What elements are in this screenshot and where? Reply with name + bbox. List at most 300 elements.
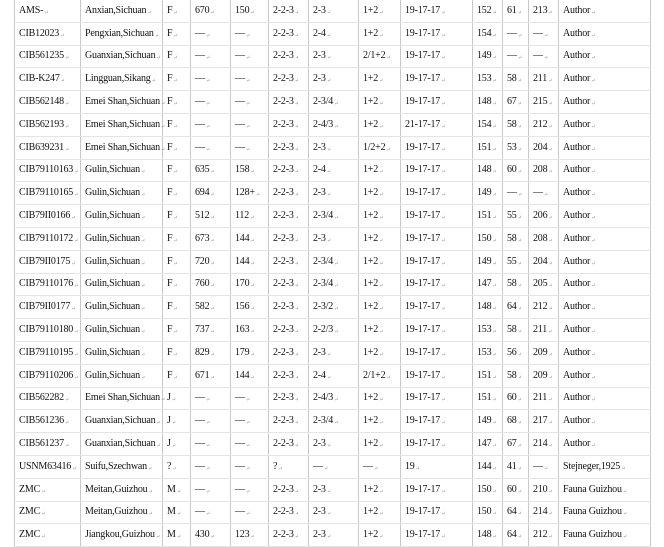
cell-text: Fauna Guizhou (563, 529, 622, 541)
ventral-plus-subcaudal-cell (529, 410, 559, 433)
cell-text: Author (563, 438, 591, 450)
cell-end-mark-icon: ↵ (548, 284, 553, 290)
cell-text: 212 (533, 118, 548, 130)
temporal-cell (309, 68, 359, 91)
dorsal-scale-rows-cell (401, 250, 473, 273)
loreal-cell (269, 205, 309, 228)
table-row (15, 273, 651, 296)
oculars-cell (359, 159, 401, 182)
cell-end-mark-icon: ↵ (334, 102, 339, 108)
dorsal-scale-rows-cell (401, 455, 473, 478)
cell-text: 19-17-17 (405, 438, 441, 450)
cell-end-mark-icon: ↵ (379, 102, 384, 108)
cell-text: — (195, 438, 205, 450)
cell-text: 144 (477, 460, 492, 472)
cell-end-mark-icon: ↵ (148, 489, 153, 495)
subcaudals-cell (503, 159, 529, 182)
cell-text: 19-17-17 (405, 529, 441, 541)
cell-end-mark-icon: ↵ (148, 512, 153, 518)
table-row (15, 387, 651, 410)
cell-end-mark-icon: ↵ (173, 193, 178, 199)
sex-cell (163, 45, 191, 68)
cell-end-mark-icon: ↵ (294, 33, 299, 39)
subcaudals-cell (503, 45, 529, 68)
cell-text: Author (563, 210, 591, 222)
cell-end-mark-icon: ↵ (160, 102, 165, 108)
tail-length-cell (231, 501, 269, 524)
oculars-cell (359, 45, 401, 68)
cell-end-mark-icon: ↵ (294, 79, 299, 85)
oculars-cell (359, 455, 401, 478)
cell-end-mark-icon: ↵ (156, 421, 161, 427)
source-cell (559, 501, 651, 524)
cell-text: Author (563, 324, 591, 336)
cell-end-mark-icon: ↵ (379, 444, 384, 450)
cell-text: 214 (533, 438, 548, 450)
cell-end-mark-icon: ↵ (517, 216, 522, 222)
cell-end-mark-icon: ↵ (517, 79, 522, 85)
cell-end-mark-icon: ↵ (492, 375, 497, 381)
cell-text: F (167, 369, 173, 381)
dorsal-scale-rows-cell (401, 45, 473, 68)
total-length-cell (191, 410, 231, 433)
subcaudals-cell (503, 205, 529, 228)
sex-cell (160, 136, 191, 159)
total-length-cell (191, 273, 231, 296)
cell-end-mark-icon: ↵ (441, 56, 446, 62)
cell-end-mark-icon: ↵ (548, 535, 553, 541)
cell-end-mark-icon: ↵ (205, 124, 210, 130)
ventrals-cell (473, 387, 503, 410)
table-row (15, 22, 651, 45)
specimen-number-cell (15, 182, 81, 205)
cell-end-mark-icon: ↵ (591, 147, 596, 153)
cell-text: 1+2 (363, 301, 379, 313)
cell-end-mark-icon: ↵ (517, 307, 522, 313)
total-length-cell (191, 113, 231, 136)
loreal-cell (269, 410, 309, 433)
cell-end-mark-icon: ↵ (379, 307, 384, 313)
cell-text: Lingguan,Sikang (85, 73, 151, 85)
ventrals-cell (473, 68, 503, 91)
cell-text: 150 (477, 232, 492, 244)
cell-end-mark-icon: ↵ (171, 398, 176, 404)
cell-end-mark-icon: ↵ (441, 489, 446, 495)
subcaudals-cell (503, 478, 529, 501)
sex-cell (163, 410, 191, 433)
cell-end-mark-icon: ↵ (171, 421, 176, 427)
oculars-cell (359, 296, 401, 319)
cell-text: Author (563, 50, 591, 62)
cell-text: 2-3/4 (313, 255, 334, 267)
subcaudals-cell (503, 410, 529, 433)
total-length-cell (191, 205, 231, 228)
cell-text: 148 (477, 529, 492, 541)
specimen-number-cell (15, 364, 81, 387)
source-cell (559, 205, 651, 228)
cell-text: 2-3/4 (313, 278, 334, 290)
cell-end-mark-icon: ↵ (294, 375, 299, 381)
cell-end-mark-icon: ↵ (591, 352, 596, 358)
cell-text: 2-2-3 (273, 278, 294, 290)
cell-end-mark-icon: ↵ (379, 170, 384, 176)
cell-text: F (167, 255, 173, 267)
cell-text: Gulin,Sichuan (85, 210, 140, 222)
cell-text: 67 (507, 96, 517, 108)
cell-text: 211 (533, 324, 548, 336)
locality-cell (81, 319, 163, 342)
cell-end-mark-icon: ↵ (517, 261, 522, 267)
tail-length-cell (231, 113, 269, 136)
cell-end-mark-icon: ↵ (205, 489, 210, 495)
sex-cell (163, 22, 191, 45)
table-row (15, 364, 651, 387)
tail-length-cell (231, 182, 269, 205)
cell-end-mark-icon: ↵ (140, 352, 145, 358)
table-row (15, 136, 651, 159)
cell-end-mark-icon: ↵ (379, 512, 384, 518)
cell-end-mark-icon: ↵ (379, 535, 384, 541)
cell-text: 53 (507, 141, 517, 153)
cell-end-mark-icon: ↵ (548, 261, 553, 267)
cell-end-mark-icon: ↵ (255, 193, 260, 199)
cell-text: — (235, 27, 245, 39)
dorsal-scale-rows-cell (401, 273, 473, 296)
cell-end-mark-icon: ↵ (326, 33, 331, 39)
cell-end-mark-icon: ↵ (176, 535, 181, 541)
ventral-plus-subcaudal-cell (529, 45, 559, 68)
cell-end-mark-icon: ↵ (548, 352, 553, 358)
cell-end-mark-icon: ↵ (245, 124, 250, 130)
source-cell (559, 273, 651, 296)
cell-text: 1+2 (363, 415, 379, 427)
cell-end-mark-icon: ↵ (210, 238, 215, 244)
cell-text: 58 (507, 232, 517, 244)
cell-text: 154 (477, 27, 492, 39)
sex-cell (163, 159, 191, 182)
cell-text: CIB79110165 (19, 187, 74, 199)
cell-end-mark-icon: ↵ (294, 489, 299, 495)
cell-text: 2-2-3 (273, 392, 294, 404)
cell-text: 209 (533, 346, 548, 358)
cell-end-mark-icon: ↵ (147, 466, 152, 472)
cell-text: 147 (477, 278, 492, 290)
cell-text: F (167, 187, 173, 199)
cell-text: 1+2 (363, 96, 379, 108)
cell-text: 150 (235, 4, 250, 16)
oculars-cell (359, 273, 401, 296)
subcaudals-cell (503, 524, 529, 547)
cell-end-mark-icon: ↵ (441, 352, 446, 358)
cell-text: 21-17-17 (405, 118, 441, 130)
cell-text: F (167, 301, 173, 313)
cell-end-mark-icon: ↵ (74, 352, 79, 358)
tail-length-cell (231, 387, 269, 410)
cell-text: — (195, 392, 205, 404)
cell-text: Gulin,Sichuan (85, 324, 140, 336)
cell-text: 151 (477, 392, 492, 404)
cell-text: 208 (533, 164, 548, 176)
cell-end-mark-icon: ↵ (492, 421, 497, 427)
sex-cell (160, 91, 191, 114)
cell-text: 56 (507, 346, 517, 358)
temporal-cell (309, 0, 359, 22)
cell-text: — (195, 506, 205, 518)
source-cell (559, 478, 651, 501)
cell-end-mark-icon: ↵ (210, 375, 215, 381)
sex-cell (163, 524, 191, 547)
cell-text: Author (563, 301, 591, 313)
specimen-number-cell (15, 524, 81, 547)
cell-text: CIB639231 (19, 141, 64, 153)
cell-text: 19-17-17 (405, 483, 441, 495)
cell-text: Author (563, 27, 591, 39)
cell-text: 60 (507, 164, 517, 176)
cell-end-mark-icon: ↵ (591, 124, 596, 130)
loreal-cell (269, 478, 309, 501)
cell-text: — (235, 483, 245, 495)
cell-end-mark-icon: ↵ (517, 170, 522, 176)
cell-end-mark-icon: ↵ (173, 79, 178, 85)
cell-text: 2-3/2 (313, 301, 334, 313)
specimen-number-cell (15, 387, 81, 410)
oculars-cell (359, 364, 401, 387)
tail-length-cell (231, 524, 269, 547)
locality-cell (81, 341, 163, 364)
cell-end-mark-icon: ↵ (210, 10, 215, 16)
cell-end-mark-icon: ↵ (326, 444, 331, 450)
temporal-cell (309, 455, 359, 478)
cell-end-mark-icon: ↵ (441, 10, 446, 16)
cell-text: Author (563, 232, 591, 244)
cell-end-mark-icon: ↵ (548, 147, 553, 153)
cell-end-mark-icon: ↵ (379, 238, 384, 244)
cell-text: 144 (235, 369, 250, 381)
cell-text: 2-3 (313, 4, 326, 16)
cell-end-mark-icon: ↵ (591, 398, 596, 404)
cell-text: — (235, 73, 245, 85)
cell-text: 2-2-3 (273, 301, 294, 313)
cell-text: — (235, 50, 245, 62)
oculars-cell (359, 91, 401, 114)
cell-end-mark-icon: ↵ (591, 375, 596, 381)
temporal-cell (309, 433, 359, 456)
cell-text: Author (563, 415, 591, 427)
cell-text: 212 (533, 529, 548, 541)
cell-text: 2/1+2 (363, 369, 386, 381)
cell-text: 149 (477, 187, 492, 199)
cell-text: F (167, 73, 173, 85)
cell-end-mark-icon: ↵ (205, 421, 210, 427)
subcaudals-cell (503, 22, 529, 45)
ventrals-cell (473, 410, 503, 433)
cell-end-mark-icon: ↵ (334, 284, 339, 290)
cell-text: — (235, 118, 245, 130)
cell-end-mark-icon: ↵ (379, 398, 384, 404)
total-length-cell (191, 296, 231, 319)
cell-text: J (167, 438, 171, 450)
cell-end-mark-icon: ↵ (591, 330, 596, 336)
cell-end-mark-icon: ↵ (548, 10, 553, 16)
cell-text: 2-3 (313, 529, 326, 541)
ventral-plus-subcaudal-cell (529, 433, 559, 456)
cell-end-mark-icon: ↵ (492, 330, 497, 336)
cell-text: 2-2-3 (273, 483, 294, 495)
cell-end-mark-icon: ↵ (543, 56, 548, 62)
cell-text: 2-3 (313, 187, 326, 199)
table-row (15, 455, 651, 478)
total-length-cell (191, 250, 231, 273)
locality-cell (81, 455, 163, 478)
locality-cell (81, 227, 163, 250)
dorsal-scale-rows-cell (401, 227, 473, 250)
tail-length-cell (231, 205, 269, 228)
cell-text: CIB561237 (19, 438, 64, 450)
cell-end-mark-icon: ↵ (334, 124, 339, 130)
dorsal-scale-rows-cell (401, 91, 473, 114)
cell-text: 19-17-17 (405, 392, 441, 404)
locality-cell (81, 45, 163, 68)
cell-end-mark-icon: ↵ (334, 398, 339, 404)
loreal-cell (269, 296, 309, 319)
cell-end-mark-icon: ↵ (517, 102, 522, 108)
loreal-cell (269, 22, 309, 45)
locality-cell (81, 250, 163, 273)
loreal-cell (269, 45, 309, 68)
cell-end-mark-icon: ↵ (492, 147, 497, 153)
cell-text: 19-17-17 (405, 369, 441, 381)
cell-end-mark-icon: ↵ (492, 193, 497, 199)
cell-text: 2-2-3 (273, 73, 294, 85)
ventrals-cell (473, 273, 503, 296)
dorsal-scale-rows-cell (401, 433, 473, 456)
source-cell (559, 296, 651, 319)
cell-text: 19-17-17 (405, 73, 441, 85)
temporal-cell (309, 45, 359, 68)
cell-text: J (167, 392, 171, 404)
cell-text: 1+2 (363, 438, 379, 450)
cell-text: Author (563, 187, 591, 199)
cell-end-mark-icon: ↵ (334, 261, 339, 267)
cell-end-mark-icon: ↵ (415, 466, 420, 472)
cell-text: 582 (195, 301, 210, 313)
sex-cell (163, 296, 191, 319)
cell-end-mark-icon: ↵ (245, 444, 250, 450)
cell-end-mark-icon: ↵ (441, 33, 446, 39)
cell-end-mark-icon: ↵ (250, 352, 255, 358)
cell-text: 151 (477, 210, 492, 222)
cell-text: CIB562148 (19, 96, 64, 108)
table-row (15, 296, 651, 319)
cell-text: CIB12023 (19, 27, 60, 39)
subcaudals-cell (503, 364, 529, 387)
cell-end-mark-icon: ↵ (245, 56, 250, 62)
total-length-cell (191, 136, 231, 159)
cell-end-mark-icon: ↵ (591, 102, 596, 108)
ventral-plus-subcaudal-cell (529, 387, 559, 410)
ventrals-cell (473, 478, 503, 501)
tail-length-cell (231, 250, 269, 273)
loreal-cell (269, 433, 309, 456)
cell-end-mark-icon: ↵ (591, 170, 596, 176)
source-cell (559, 45, 651, 68)
cell-end-mark-icon: ↵ (517, 193, 522, 199)
table-row (15, 501, 651, 524)
cell-end-mark-icon: ↵ (205, 33, 210, 39)
total-length-cell (191, 227, 231, 250)
cell-text: 206 (533, 210, 548, 222)
cell-text: 152 (477, 4, 492, 16)
cell-text: 205 (533, 278, 548, 290)
locality-cell (81, 273, 163, 296)
dorsal-scale-rows-cell (401, 341, 473, 364)
loreal-cell (269, 0, 309, 22)
cell-end-mark-icon: ↵ (294, 512, 299, 518)
cell-end-mark-icon: ↵ (441, 147, 446, 153)
cell-end-mark-icon: ↵ (492, 216, 497, 222)
cell-end-mark-icon: ↵ (294, 261, 299, 267)
cell-text: 128+ (235, 187, 255, 199)
cell-text: 149 (477, 50, 492, 62)
cell-end-mark-icon: ↵ (294, 330, 299, 336)
cell-text: 19-17-17 (405, 278, 441, 290)
cell-text: 19-17-17 (405, 27, 441, 39)
table-row (15, 45, 651, 68)
cell-text: 2-3 (313, 483, 326, 495)
cell-end-mark-icon: ↵ (373, 466, 378, 472)
oculars-cell (359, 113, 401, 136)
total-length-cell (191, 433, 231, 456)
cell-end-mark-icon: ↵ (250, 284, 255, 290)
loreal-cell (269, 341, 309, 364)
cell-text: 58 (507, 278, 517, 290)
locality-cell (81, 113, 163, 136)
ventral-plus-subcaudal-cell (529, 68, 559, 91)
cell-end-mark-icon: ↵ (245, 398, 250, 404)
locality-cell (81, 0, 163, 22)
cell-text: 2-2-3 (273, 529, 294, 541)
total-length-cell (191, 68, 231, 91)
ventrals-cell (473, 250, 503, 273)
cell-text: 19-17-17 (405, 210, 441, 222)
cell-text: 211 (533, 73, 548, 85)
cell-text: 19-17-17 (405, 415, 441, 427)
table-row (15, 0, 651, 22)
cell-text: CIB562193 (19, 118, 64, 130)
cell-text: 2-2-3 (273, 346, 294, 358)
cell-end-mark-icon: ↵ (44, 10, 49, 16)
cell-text: 1+2 (363, 392, 379, 404)
ventral-plus-subcaudal-cell (529, 0, 559, 22)
cell-text: ZMC (19, 529, 41, 541)
cell-text: 58 (507, 118, 517, 130)
cell-end-mark-icon: ↵ (492, 79, 497, 85)
cell-end-mark-icon: ↵ (140, 261, 145, 267)
cell-text: 151 (477, 369, 492, 381)
cell-end-mark-icon: ↵ (205, 398, 210, 404)
dorsal-scale-rows-cell (401, 524, 473, 547)
cell-end-mark-icon: ↵ (64, 421, 69, 427)
cell-end-mark-icon: ↵ (210, 307, 215, 313)
dorsal-scale-rows-cell (401, 478, 473, 501)
oculars-cell (359, 478, 401, 501)
cell-end-mark-icon: ↵ (245, 466, 250, 472)
cell-text: 512 (195, 210, 210, 222)
source-cell (559, 387, 651, 410)
cell-text: — (195, 415, 205, 427)
cell-text: Emei Shan,Sichuan (85, 96, 160, 108)
cell-text: 2-3 (313, 438, 326, 450)
